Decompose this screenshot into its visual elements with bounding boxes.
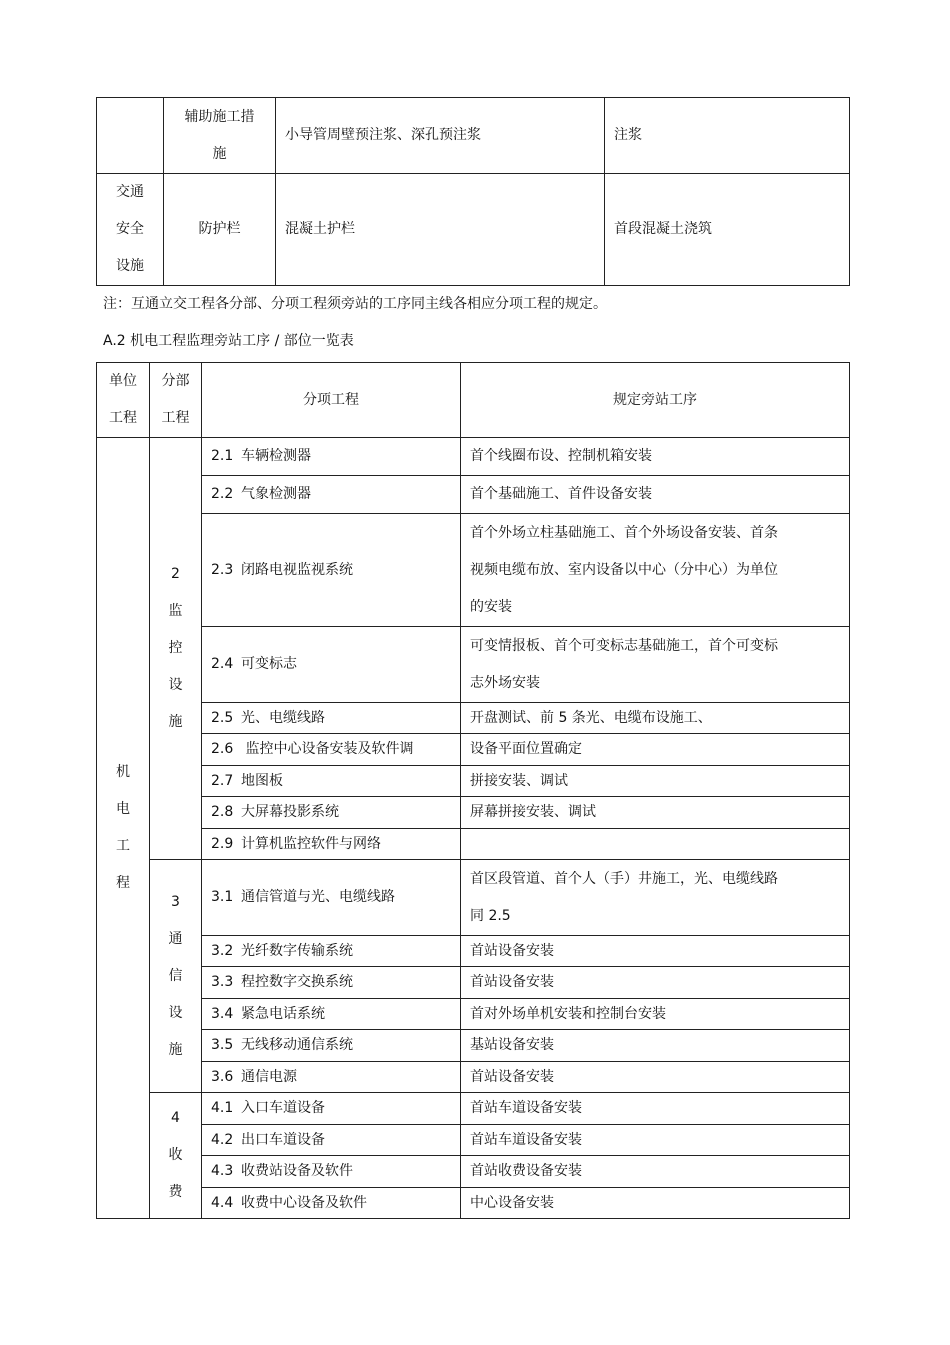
mep-supervision-table: [96, 362, 850, 1219]
item-name: 收费中心设备及软件: [241, 1195, 367, 1211]
table-row: [97, 1156, 850, 1188]
item-name: 收费站设备及软件: [241, 1163, 353, 1179]
table-row: [97, 703, 850, 734]
header-line: 单位: [109, 373, 137, 389]
item-cell: [202, 734, 461, 766]
unit-cell: [97, 438, 150, 1219]
item-name: 大屏幕投影系统: [241, 804, 339, 820]
item-cell: [202, 1093, 461, 1125]
table-row: [97, 766, 850, 797]
item-name: 监控中心设备安装及软件调: [241, 741, 414, 757]
section-title: A.2 机电工程监理旁站工序 / 部位一览表: [103, 333, 354, 349]
item-number: 3.5: [211, 1037, 234, 1053]
dept-cell: 防护栏: [164, 174, 276, 286]
proc-cell: 注浆: [605, 98, 850, 174]
item-number: 3.4: [211, 1006, 234, 1022]
item-number: 3.1: [211, 889, 234, 905]
proc-line: 首个线圈布设、控制机箱安装: [470, 448, 652, 464]
cell-line: 交通: [116, 184, 144, 200]
table-row: [97, 1062, 850, 1093]
proc-cell: [461, 1030, 850, 1062]
header-line: 工程: [109, 410, 137, 426]
cell-line: 电: [116, 801, 130, 817]
cell-line: 4: [171, 1110, 180, 1126]
table-row: [97, 1188, 850, 1219]
header-line: 工程: [161, 410, 190, 426]
item-cell: 小导管周壁预注浆、深孔预注浆: [276, 98, 605, 174]
cell-line: 施: [168, 1041, 183, 1058]
item-cell: [202, 797, 461, 829]
item-number: 2.4: [211, 656, 234, 672]
item-cell: [202, 1188, 461, 1219]
header-item: 分项工程: [202, 363, 461, 438]
proc-line: 可变情报板、首个可变标志基础施工，首个可变标: [470, 637, 778, 654]
item-number: 3.2: [211, 943, 234, 959]
table-row: [97, 734, 850, 766]
proc-cell: [461, 1093, 850, 1125]
proc-line: 开盘测试、前 5 条光、电缆布设施工、: [470, 710, 712, 726]
cell-line: 机: [116, 764, 130, 780]
dept-cell: [150, 860, 202, 1093]
proc-cell: [461, 703, 850, 734]
proc-line: 首对外场单机安装和控制台安装: [470, 1006, 666, 1022]
table-note: 注：互通立交工程各分部、分项工程须旁站的工序同主线各相应分项工程的规定。: [103, 296, 607, 312]
item-number: 4.4: [211, 1195, 234, 1211]
proc-cell: [461, 829, 850, 860]
item-number: 4.1: [211, 1100, 234, 1116]
header-line: 分部: [161, 373, 190, 389]
cell-line: 设: [168, 677, 183, 693]
item-name: 计算机监控软件与网络: [241, 836, 381, 852]
table-row: [97, 1030, 850, 1062]
item-number: 2.1: [211, 448, 234, 464]
proc-cell: [461, 860, 850, 936]
cell-line: 费: [168, 1184, 183, 1200]
table-row: [97, 999, 850, 1030]
item-name: 入口车道设备: [241, 1100, 325, 1116]
item-cell: [202, 514, 461, 627]
item-cell: [202, 438, 461, 476]
item-name: 可变标志: [241, 656, 297, 672]
table-row: [97, 438, 850, 476]
item-number: 4.2: [211, 1132, 234, 1148]
cell-line: 施: [212, 145, 227, 162]
proc-line: 首个基础施工、首件设备安装: [470, 486, 652, 502]
proc-line: 首站设备安装: [470, 943, 554, 959]
table-row: [97, 98, 850, 174]
cell-line: 设施: [116, 258, 144, 274]
proc-line: 屏幕拼接安装、调试: [470, 804, 596, 820]
item-cell: 混凝土护栏: [276, 174, 605, 286]
proc-line: 首个外场立柱基础施工、首个外场设备安装、首条: [470, 524, 778, 541]
proc-cell: [461, 999, 850, 1030]
item-name: 程控数字交换系统: [241, 974, 353, 990]
item-number: 2.3: [211, 562, 234, 578]
proc-cell: [461, 514, 850, 627]
header-row: [97, 363, 850, 438]
proc-cell: [461, 797, 850, 829]
table-body: [97, 363, 850, 1219]
proc-line: 中心设备安装: [470, 1195, 554, 1211]
item-cell: [202, 829, 461, 860]
item-cell: [202, 1030, 461, 1062]
item-number: 4.3: [211, 1163, 234, 1179]
unit-cell: [97, 174, 164, 286]
header-dept: [150, 363, 202, 438]
cell-line: 信: [168, 967, 183, 984]
item-name: 通信管道与光、电缆线路: [241, 889, 395, 905]
proc-line: 首站设备安装: [470, 1069, 554, 1085]
item-name: 紧急电话系统: [241, 1006, 325, 1022]
item-name: 闭路电视监视系统: [241, 562, 353, 578]
unit-cell: [97, 98, 164, 174]
table-row: [97, 174, 850, 286]
proc-cell: [461, 476, 850, 514]
cell-line: 工: [116, 838, 130, 854]
dept-cell: [150, 438, 202, 860]
proc-line: 拼接安装、调试: [470, 773, 568, 789]
proc-line: 的安装: [470, 598, 512, 615]
item-number: 3.3: [211, 974, 234, 990]
item-cell: [202, 936, 461, 967]
proc-cell: [461, 1156, 850, 1188]
cell-line: 监: [168, 603, 183, 619]
proc-cell: [461, 967, 850, 999]
cell-line: 安全: [116, 221, 144, 237]
proc-line: 志外场安装: [470, 674, 540, 691]
item-number: 2.2: [211, 486, 234, 502]
proc-cell: [461, 1062, 850, 1093]
item-cell: [202, 703, 461, 734]
item-cell: [202, 1062, 461, 1093]
table-row: [97, 1125, 850, 1156]
continuation-table: [96, 97, 850, 286]
item-cell: [202, 766, 461, 797]
item-cell: [202, 999, 461, 1030]
header-unit: [97, 363, 150, 438]
proc-cell: [461, 936, 850, 967]
item-name: 车辆检测器: [241, 448, 311, 464]
proc-line: 基站设备安装: [470, 1037, 554, 1053]
item-number: 2.5: [211, 710, 234, 726]
proc-cell: 首段混凝土浇筑: [605, 174, 850, 286]
table-row: [97, 627, 850, 703]
cell-line: 3: [171, 893, 180, 910]
item-cell: [202, 1125, 461, 1156]
cell-line: 控: [168, 640, 183, 656]
table-row: [97, 797, 850, 829]
cell-line: 2: [171, 566, 180, 582]
item-name: 气象检测器: [241, 486, 311, 502]
item-number: 2.7: [211, 773, 234, 789]
item-number: 3.6: [211, 1069, 234, 1085]
cell-line: 收: [168, 1147, 183, 1163]
item-number: 2.9: [211, 836, 234, 852]
proc-line: 首站车道设备安装: [470, 1132, 582, 1148]
table-row: [97, 829, 850, 860]
cell-line: 程: [116, 875, 130, 891]
proc-line: 同 2.5: [470, 907, 511, 924]
proc-cell: [461, 734, 850, 766]
cell-line: 施: [168, 714, 183, 730]
item-name: 光纤数字传输系统: [241, 943, 353, 959]
item-cell: [202, 476, 461, 514]
item-name: 光、电缆线路: [241, 710, 325, 726]
dept-cell: [164, 98, 276, 174]
item-name: 无线移动通信系统: [241, 1037, 353, 1053]
table-row: [97, 1093, 850, 1125]
item-cell: [202, 1156, 461, 1188]
proc-cell: [461, 1125, 850, 1156]
cell-line: 通: [168, 930, 183, 947]
item-name: 出口车道设备: [241, 1132, 325, 1148]
header-proc: 规定旁站工序: [461, 363, 850, 438]
item-number: 2.6: [211, 741, 234, 757]
proc-cell: [461, 627, 850, 703]
table-row: [97, 967, 850, 999]
proc-line: 首站车道设备安装: [470, 1100, 582, 1116]
table-row: [97, 860, 850, 936]
item-cell: [202, 860, 461, 936]
proc-line: 首站设备安装: [470, 974, 554, 990]
proc-cell: [461, 1188, 850, 1219]
proc-line: 首站收费设备安装: [470, 1163, 582, 1179]
proc-line: 设备平面位置确定: [470, 741, 582, 757]
item-cell: [202, 967, 461, 999]
item-name: 通信电源: [241, 1069, 297, 1085]
item-number: 2.8: [211, 804, 234, 820]
table-row: [97, 476, 850, 514]
proc-line: 视频电缆布放、室内设备以中心（分中心）为单位: [470, 561, 778, 578]
cell-line: 辅助施工措: [184, 108, 255, 125]
dept-cell: [150, 1093, 202, 1219]
table-row: [97, 936, 850, 967]
proc-cell: [461, 438, 850, 476]
cell-line: 设: [168, 1004, 183, 1021]
item-cell: [202, 627, 461, 703]
table-row: [97, 514, 850, 627]
proc-line: 首区段管道、首个人（手）井施工，光、电缆线路: [470, 870, 778, 887]
item-name: 地图板: [241, 773, 283, 789]
proc-cell: [461, 766, 850, 797]
